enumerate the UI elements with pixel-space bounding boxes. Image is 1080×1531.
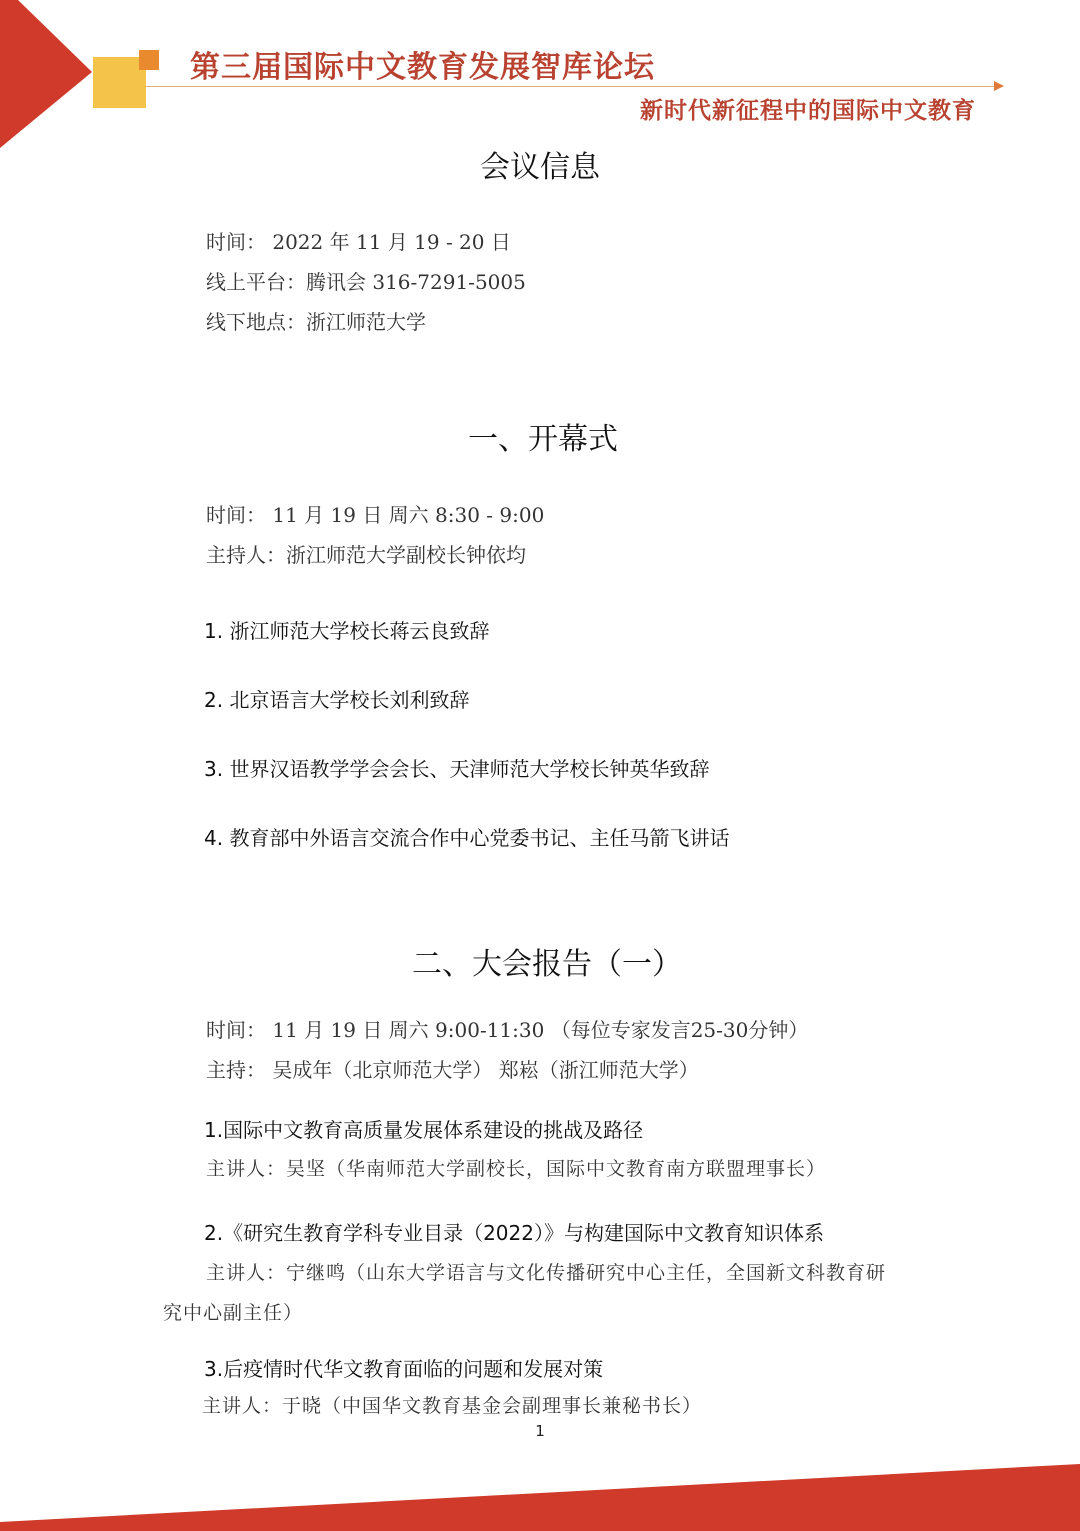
talk-1-speaker: 主讲人：吴坚（华南师范大学副校长，国际中文教育南方联盟理事长） [206,1158,827,1180]
opening-item-4: 4. 教育部中外语言交流合作中心党委书记、主任马箭飞讲话 [204,826,730,850]
talk-3-title: 3.后疫情时代华文教育面临的问题和发展对策 [204,1357,604,1381]
talk-2-speaker: 主讲人：宁继鸣（山东大学语言与文化传播研究中心主任，全国新文科教育研 [206,1262,887,1284]
logo-orange-square [139,50,159,70]
opening-item-3: 3. 世界汉语教学学会会长、天津师范大学校长钟英华致辞 [204,757,710,781]
opening-item-2: 2. 北京语言大学校长刘利致辞 [204,688,470,712]
corner-red-triangle [0,0,100,150]
header-arrow-icon [994,81,1004,91]
opening-item-1: 1. 浙江师范大学校长蒋云良致辞 [204,619,490,643]
meeting-online-platform: 线上平台：腾讯会 316-7291-5005 [206,270,526,294]
forum-title: 第三届国际中文教育发展智库论坛 [190,50,655,85]
opening-host: 主持人：浙江师范大学副校长钟依均 [206,543,526,567]
talk-2-title: 2.《研究生教育学科专业目录（2022）》与构建国际中文教育知识体系 [204,1221,824,1245]
page-number: 1 [535,1422,545,1440]
plenary-time: 时间： 11 月 19 日 周六 9:00-11:30 （每位专家发言25-30分钟） [206,1018,809,1042]
talk-2-speaker-continued: 究中心副主任） [163,1302,304,1324]
meeting-offline-location: 线下地点：浙江师范大学 [206,310,426,334]
meeting-time: 时间： 2022 年 11 月 19 - 20 日 [206,230,511,254]
header-divider-line [146,86,994,87]
talk-3-speaker: 主讲人：于晓（中国华文教育基金会副理事长兼秘书长） [202,1395,703,1417]
meeting-info-heading: 会议信息 [480,150,600,185]
plenary-heading: 二、大会报告（一） [412,947,682,982]
forum-subtitle: 新时代新征程中的国际中文教育 [640,97,976,124]
talk-1-title: 1.国际中文教育高质量发展体系建设的挑战及路径 [204,1118,644,1142]
plenary-hosts: 主持： 吴成年（北京师范大学） 郑崧（浙江师范大学） [206,1058,699,1082]
opening-heading: 一、开幕式 [468,422,618,457]
bottom-red-band [0,1460,1080,1531]
opening-time: 时间： 11 月 19 日 周六 8:30 - 9:00 [206,503,545,527]
